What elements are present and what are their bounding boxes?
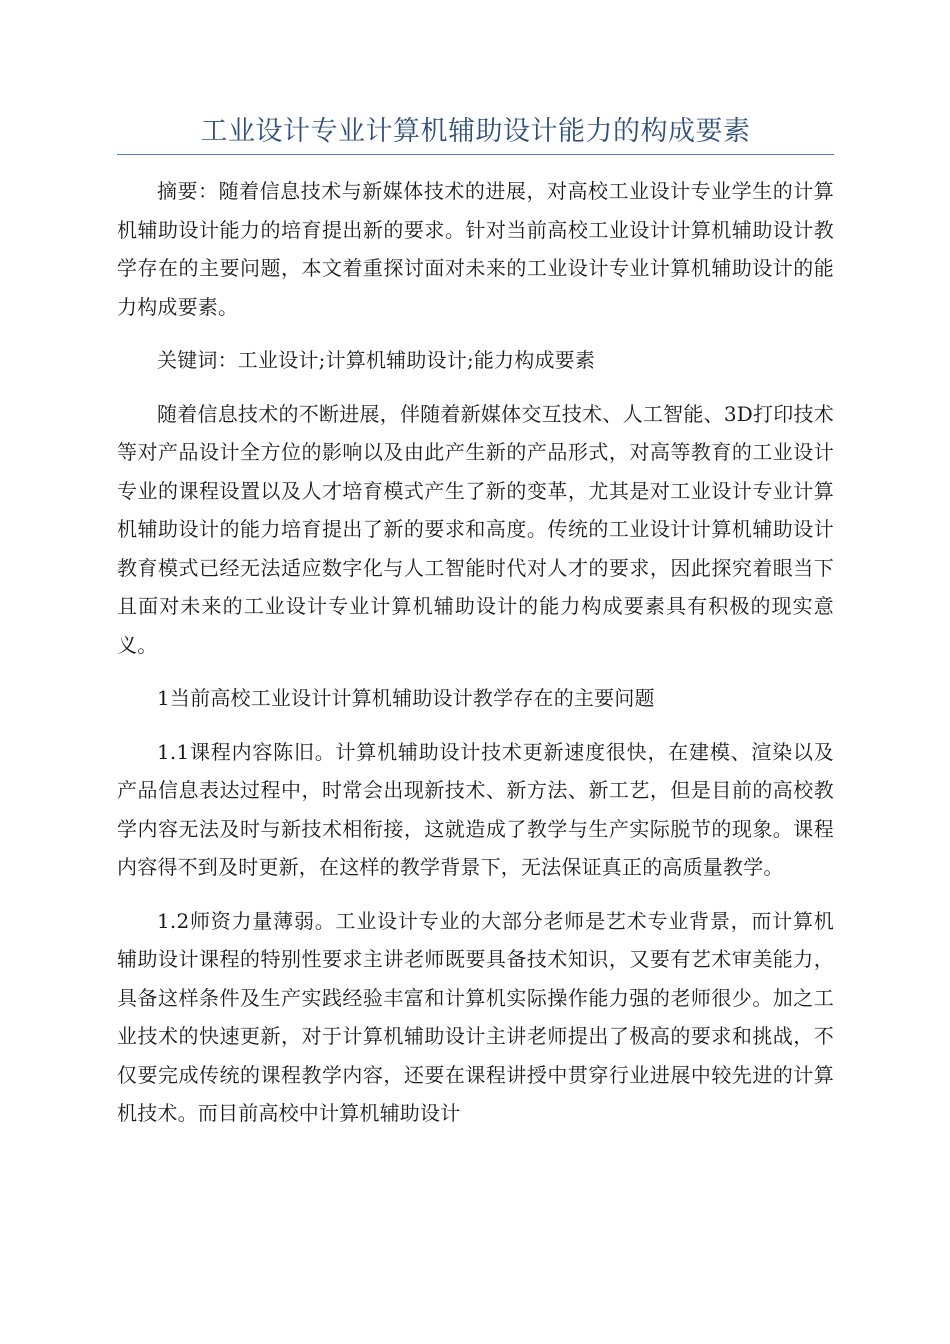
document-title: 工业设计专业计算机辅助设计能力的构成要素 — [200, 116, 751, 147]
subsection-1-2-paragraph: 1.2师资力量薄弱。工业设计专业的大部分老师是艺术专业背景，而计算机辅助设计课程的特别性要求主讲老师既要具备技术知识，又要有艺术审美能力，具备这样条件及生产实践经验丰富和计算机实际操作能力强的老师很少。加之工业技术的快速更新，对于计算机辅助设计主讲老师提出了极高的要求和挑战，不仅要完成传统的课程教学内容，还要在课程讲授中贯穿行业进展中较先进的计算机技术。而目前高校中计算机辅助设计 — [117, 908, 834, 1125]
title-underline — [117, 154, 834, 155]
subsection-1-1-paragraph: 1.1课程内容陈旧。计算机辅助设计技术更新速度很快，在建模、渲染以及产品信息表达过程中，时常会出现新技术、新方法、新工艺，但是目前的高校教学内容无法及时与新技术相衔接，这就造成了教学与生产实际脱节的现象。课程内容得不到及时更新，在这样的教学背景下，无法保证真正的高质量教学。 — [117, 739, 834, 879]
document-body — [117, 172, 834, 1148]
keywords-paragraph: 关键词：工业设计;计算机辅助设计;能力构成要素 — [157, 348, 596, 372]
intro-paragraph: 随着信息技术的不断进展，伴随着新媒体交互技术、人工智能、3D打印技术等对产品设计全方位的影响以及由此产生新的产品形式，对高等教育的工业设计专业的课程设置以及人才培育模式产生了新的变革，尤其是对工业设计专业计算机辅助设计的能力培育提出了新的要求和高度。传统的工业设计计算机辅助设计教育模式已经无法适应数字化与人工智能时代对人才的要求，因此探究着眼当下且面对未来的工业设计专业计算机辅助设计的能力构成要素具有积极的现实意义。 — [117, 401, 834, 657]
section-heading-1: 1当前高校工业设计计算机辅助设计教学存在的主要问题 — [157, 686, 655, 710]
abstract-paragraph: 摘要：随着信息技术与新媒体技术的进展，对高校工业设计专业学生的计算机辅助设计能力的培育提出新的要求。针对当前高校工业设计计算机辅助设计教学存在的主要问题，本文着重探讨面对未来的工业设计专业计算机辅助设计的能力构成要素。 — [117, 179, 834, 319]
